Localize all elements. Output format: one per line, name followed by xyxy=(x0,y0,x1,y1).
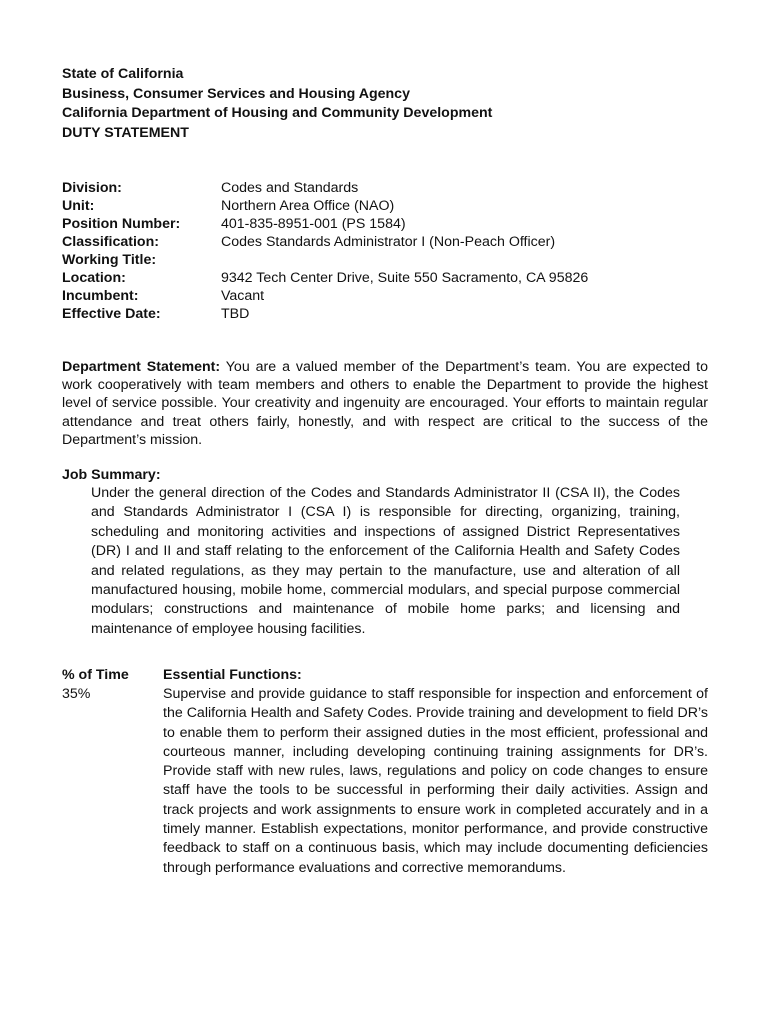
document-title: DUTY STATEMENT xyxy=(62,124,189,141)
field-label: Working Title: xyxy=(62,252,157,268)
functions-header-row xyxy=(62,666,708,685)
field-value: 9342 Tech Center Drive, Suite 550 Sacramento, CA 95826 xyxy=(221,270,589,286)
header-state: State of California xyxy=(62,66,184,82)
field-effective-date xyxy=(62,305,588,323)
field-value: 401-835-8951-001 (PS 1584) xyxy=(221,216,406,232)
field-label: Location: xyxy=(62,270,126,286)
field-label: Unit: xyxy=(62,198,95,214)
essential-functions-section xyxy=(62,666,708,878)
job-summary-text: Under the general direction of the Codes and Standards Administrator II (CSA II), the Codes and Standards Administrator I (CSA I) is responsible for directing, organizing, training, scheduling and monitoring activities and inspections of assigned District Representatives (DR) I and II and staff relating to the enforcement of the California Health and Safety Codes and related regulations, as they may pertain to the manufacture, use and alteration of all manufactured housing, mobile home, commercial modulars, and special purpose commercial modulars; constructions and maintenance of mobile home parks; and licensing and maintenance of employee housing facilities. xyxy=(91,485,680,637)
field-incumbent xyxy=(62,287,588,305)
header-agency: Business, Consumer Services and Housing Agency xyxy=(62,85,410,102)
department-statement-text: You are a valued member of the Department’s team. You are expected to work cooperatively with team members and others to enable the Department to provide the highest level of service possible. Your creativity and ingenuity are encouraged. Your efforts to maintain regular attendance and treat others fairly, honestly, and with respect are critical to the success of the Department’s mission. xyxy=(62,359,708,448)
document-header xyxy=(62,65,492,143)
field-value: Codes Standards Administrator I (Non-Peach Officer) xyxy=(221,234,556,250)
function-description: Supervise and provide guidance to staff responsible for inspection and enforcement of the California Health and Safety Codes. Provide training and development to field DR’s to enable them to perform their assigned duties in the most efficient, professional and courteous manner, including developing continuing training assignments for DR’s. Provide staff with new rules, laws, regulations and policy on code changes to ensure staff have the tools to be successful in performing their daily activities. Assign and track projects and work assignments to ensure work in completed accurately and in a timely manner. Establish expectations, monitor performance, and provide constructive feedback to staff on a continuous basis, which may include documenting deficiencies through performance evaluations and corrective memorandums. xyxy=(163,686,708,876)
field-location xyxy=(62,269,588,287)
field-value: Codes and Standards xyxy=(221,180,359,196)
field-value: Northern Area Office (NAO) xyxy=(221,198,395,214)
field-classification xyxy=(62,233,588,251)
field-label: Position Number: xyxy=(62,216,181,232)
field-label: Division: xyxy=(62,180,122,196)
percent-time-heading: % of Time xyxy=(62,667,129,683)
department-statement xyxy=(62,358,708,449)
field-value: Vacant xyxy=(221,288,265,304)
field-label: Classification: xyxy=(62,234,159,250)
function-row xyxy=(62,685,708,878)
field-label: Effective Date: xyxy=(62,306,161,322)
field-unit xyxy=(62,197,588,215)
function-percent: 35% xyxy=(62,686,91,702)
header-department: California Department of Housing and Community Development xyxy=(62,105,493,121)
field-label: Incumbent: xyxy=(62,288,139,304)
job-summary-heading: Job Summary: xyxy=(62,467,161,483)
field-working-title xyxy=(62,251,588,269)
department-statement-heading: Department Statement: xyxy=(62,359,221,375)
field-division xyxy=(62,179,588,197)
field-value: TBD xyxy=(221,306,250,322)
field-position-number xyxy=(62,215,588,233)
position-fields xyxy=(62,179,588,323)
essential-functions-heading: Essential Functions: xyxy=(163,667,302,683)
